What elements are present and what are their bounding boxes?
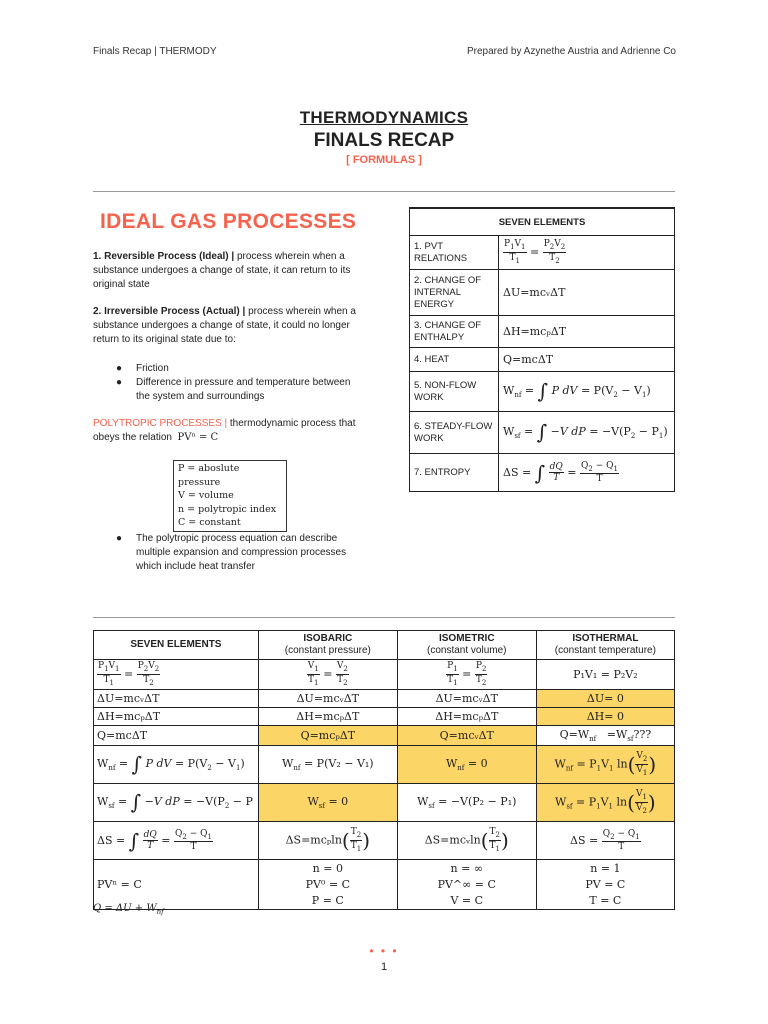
cell-wnf-isometric: $W_{nf} = 0$ [397, 746, 536, 784]
divider [93, 617, 675, 618]
section-heading: IDEAL GAS PROCESSES [100, 210, 357, 233]
row-label: 3. CHANGE OF ENTHALPY [410, 316, 499, 348]
cell-n-general: PVⁿ = C [94, 860, 259, 910]
polytropic-text: thermodynamic process that obeys the relation [93, 418, 356, 443]
page-number: 1 [380, 961, 388, 973]
header-left: Finals Recap | THERMODY [93, 46, 217, 57]
cell-wsf-isobaric: $W_{sf} = 0$ [258, 784, 397, 822]
cell-du-isobaric: ΔU=mcᵥΔT [258, 690, 397, 708]
formula-wsf: $W_{sf}$ = ∫ −V dP = $-V(P_2 - P_1)$ [499, 412, 675, 454]
col-header-isobaric: ISOBARIC (constant pressure) [258, 631, 397, 660]
divider [93, 191, 675, 192]
col-header-isometric: ISOMETRIC (constant volume) [397, 631, 536, 660]
table-row [94, 708, 675, 726]
legend-item: P = aboslute pressure [178, 463, 240, 488]
bullet-text: Difference in pressure and temperature between the system and surroundings [136, 377, 351, 402]
cell-ds-isothermal: ΔS = $\frac{Q_2 - Q_1}{T}$ [536, 822, 674, 860]
bullet-item [116, 532, 361, 574]
cell-pvt-general: $\frac{P_1V_1}{T_1}$ = $\frac{P_2V_2}{T_2}$ [94, 660, 259, 690]
bullet-dot: ● [116, 533, 123, 544]
doc-title: THERMODYNAMICS [299, 108, 469, 127]
table-row [410, 270, 675, 316]
row-label: 2. CHANGE OF INTERNAL ENERGY [410, 270, 499, 316]
table-row [94, 860, 675, 910]
cell-q-general: Q=mcΔT [94, 726, 259, 746]
bullet-item [116, 376, 351, 404]
row-label: 4. HEAT [410, 348, 499, 372]
paragraph-irreversible [93, 305, 363, 347]
polytropic-relation: PVⁿ = C [177, 432, 219, 443]
table-row [410, 348, 675, 372]
cell-dh-general: ΔH=mcₚΔT [94, 708, 259, 726]
cell-wsf-isometric: $W_{sf} = -V(P_2 - P_1)$ [397, 784, 536, 822]
table-row [410, 236, 675, 270]
polytropic-label: POLYTROPIC PROCESSES | [93, 418, 228, 429]
cell-q-isothermal: $Q=W_{nf}$ $=W_{sf}$??? [536, 726, 674, 746]
cell-dh-isobaric: ΔH=mcₚΔT [258, 708, 397, 726]
table-row [410, 412, 675, 454]
table-header-row [94, 631, 675, 660]
cell-n-isothermal: n = 1 PV = C T = C [536, 860, 674, 910]
cell-wnf-general: $W_{nf}$ = ∫ P dV = $P(V_2 - V_1)$ [94, 746, 259, 784]
row-label: 6. STEADY-FLOW WORK [410, 412, 499, 454]
legend-item: n = polytropic index [178, 503, 277, 515]
footer-dots: • • • [369, 944, 399, 958]
cell-pvt-isometric: $\frac{P_1}{T_1}$ = $\frac{P_2}{T_2}$ [397, 660, 536, 690]
bullet-dot: ● [116, 377, 123, 388]
variable-legend [173, 460, 287, 532]
irreversible-label: 2. Irreversible Process (Actual) | [93, 306, 246, 317]
bullet-text: Friction [136, 363, 169, 374]
cell-q-isometric: Q=mcᵥΔT [397, 726, 536, 746]
table-row [94, 690, 675, 708]
table-row [94, 822, 675, 860]
col-header-isothermal: ISOTHERMAL (constant temperature) [536, 631, 674, 660]
paragraph-polytropic [93, 417, 368, 445]
table-row [94, 746, 675, 784]
bullet-text: The polytropic process equation can describe multiple expansion and compression processes which include heat transfer [136, 533, 347, 572]
cell-ds-isobaric: ΔS=mcₚln( $\frac{T_2}{T_1}$ ) [258, 822, 397, 860]
table-row [94, 784, 675, 822]
legend-item: C = constant [178, 517, 241, 528]
process-table [93, 630, 675, 910]
cell-wsf-general: $W_{sf}$ = ∫ −V dP = $-V(P_2 - P$ [94, 784, 259, 822]
cell-wsf-isothermal: $W_{sf} = P_1V_1$ ln( $\frac{V_1}{V_2}$ ) [536, 784, 674, 822]
cell-ds-general: ΔS = ∫ $\frac{dQ}{T}$ = $\frac{Q_2 - Q_1}{T}$ [94, 822, 259, 860]
formula-ds: ΔS = ∫ $\frac{dQ}{T}$ = $\frac{Q_2 - Q_1}{T}$ [499, 454, 675, 492]
formula-q: Q=mcΔT [499, 348, 675, 372]
cell-du-isothermal: ΔU= 0 [536, 690, 674, 708]
cell-pvt-isothermal: P₁V₁ = P₂V₂ [536, 660, 674, 690]
irreversible-text: process wherein when a substance undergoes a change of state, it could no longer return to its original state due to: [93, 306, 356, 345]
doc-tag: [ FORMULAS ] [346, 154, 422, 166]
doc-subtitle: FINALS RECAP [313, 130, 455, 151]
table-row [94, 660, 675, 690]
row-label: 7. ENTROPY [410, 454, 499, 492]
cell-ds-isometric: ΔS=mcᵥln( $\frac{T_2}{T_1}$ ) [397, 822, 536, 860]
paragraph-reversible [93, 250, 363, 292]
bullet-item [116, 362, 351, 376]
reversible-text: process wherein when a substance undergoes a change of state, it can return to its original state [93, 251, 351, 290]
bullet-dot: ● [116, 363, 123, 374]
cell-du-isometric: ΔU=mcᵥΔT [397, 690, 536, 708]
formula-dh: ΔH=mcₚΔT [499, 316, 675, 348]
cell-q-isobaric: Q=mcₚΔT [258, 726, 397, 746]
cell-dh-isometric: ΔH=mcₚΔT [397, 708, 536, 726]
cell-n-isometric: n = ∞ PV^∞ = C V = C [397, 860, 536, 910]
cell-du-general: ΔU=mcᵥΔT [94, 690, 259, 708]
formula-pvt: $\frac{P_1V_1}{T_1}$ = $\frac{P_2V_2}{T_2}$ [499, 236, 675, 270]
cell-wnf-isothermal: $W_{nf} = P_1V_1$ ln( $\frac{V_2}{V_1}$ ) [536, 746, 674, 784]
reversible-label: 1. Reversible Process (Ideal) | [93, 251, 235, 262]
legend-item: V = volume [178, 490, 234, 501]
cell-pvt-isobaric: $\frac{V_1}{T_1}$ = $\frac{V_2}{T_2}$ [258, 660, 397, 690]
seven-elements-table [409, 207, 675, 492]
cell-wnf-isobaric: $W_{nf} = P(V_2 - V_1)$ [258, 746, 397, 784]
table-row [410, 316, 675, 348]
row-label: 5. NON-FLOW WORK [410, 372, 499, 412]
formula-wnf: $W_{nf}$ = ∫ P dV = $P(V_2 - V_1)$ [499, 372, 675, 412]
cell-dh-isothermal: ΔH= 0 [536, 708, 674, 726]
row-label: 1. PVT RELATIONS [410, 236, 499, 270]
col-header-elements: SEVEN ELEMENTS [94, 631, 259, 660]
cell-n-isobaric: n = 0 PV⁰ = C P = C [258, 860, 397, 910]
header-right: Prepared by Azynethe Austria and Adrienne Co [466, 46, 676, 57]
table-header: SEVEN ELEMENTS [410, 208, 675, 236]
formula-du: ΔU=mcᵥΔT [499, 270, 675, 316]
table-row [410, 454, 675, 492]
table-row [410, 372, 675, 412]
table-row [94, 726, 675, 746]
first-law-equation: $Q = \Delta U + W_{nf}$ [93, 903, 164, 916]
